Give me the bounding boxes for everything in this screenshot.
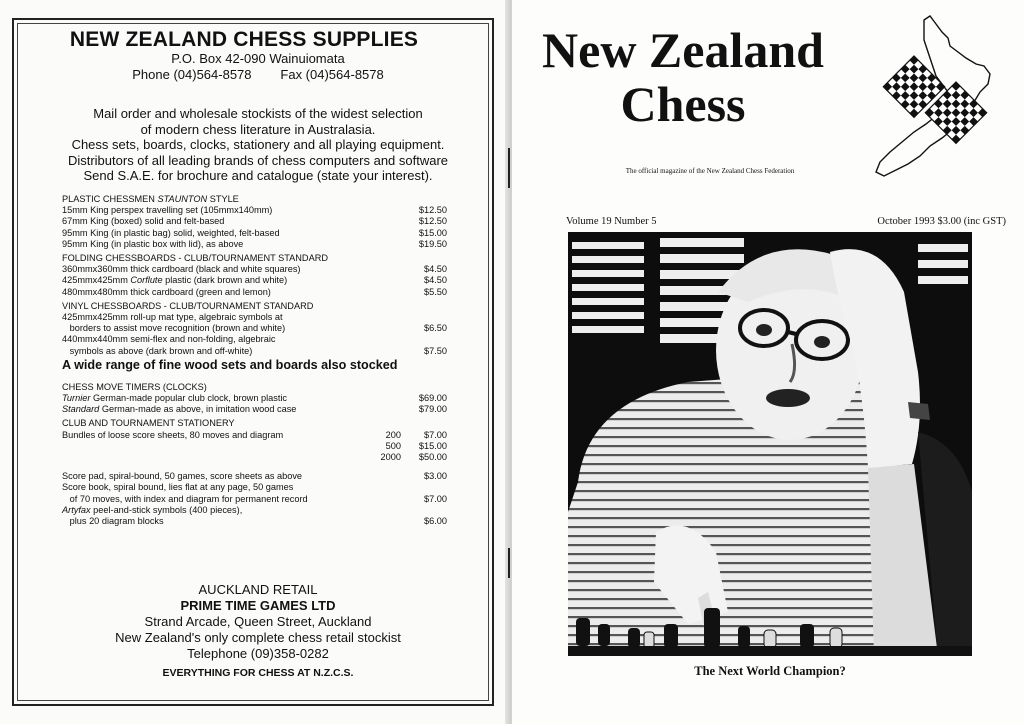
price-list-row	[62, 334, 447, 345]
price-list-row	[62, 452, 447, 463]
desc-part: VINYL CHESSBOARDS - CLUB/TOURNAMENT STANDARD	[62, 300, 314, 311]
price-list-row	[62, 301, 447, 312]
desc-part: German-made as above, in imitation wood case	[99, 404, 297, 415]
intro-line: Chess sets, boards, clocks, stationery and all playing equipment.	[71, 137, 445, 152]
item-price: $79.00	[418, 404, 447, 415]
phone-fax-line: Phone (04)564-8578 Fax (04)564-8578	[132, 67, 384, 82]
item-quantity: 2000	[380, 452, 401, 462]
item-quantity: 200	[385, 429, 401, 440]
item-description	[62, 312, 283, 322]
masthead-title: New Zealand	[542, 22, 824, 78]
advert-intro	[0, 106, 516, 184]
item-price: $50.00	[418, 452, 447, 462]
item-price: $3.00	[424, 471, 447, 482]
item-description	[62, 516, 164, 526]
item-price: $15.00	[418, 440, 447, 451]
desc-part: symbols as above (dark brown and off-white)	[62, 345, 253, 356]
price-list-row	[62, 404, 447, 415]
desc-part: CHESS MOVE TIMERS (CLOCKS)	[62, 381, 207, 392]
item-description	[62, 301, 313, 311]
item-price: $15.00	[418, 227, 447, 238]
item-description	[62, 264, 300, 274]
item-description	[62, 239, 243, 249]
desc-brand: Artyfax	[62, 504, 91, 515]
item-description	[62, 216, 224, 226]
price-list-row	[62, 228, 447, 239]
desc-brand: STAUNTON	[157, 194, 208, 204]
desc-brand: Corflute	[130, 275, 163, 286]
price-list-row	[62, 253, 447, 264]
item-price: $6.00	[424, 516, 447, 526]
masthead-subtitle: Chess	[620, 76, 746, 132]
item-description	[62, 382, 207, 392]
address-line: P.O. Box 42-090 Wainuiomata	[171, 51, 345, 66]
item-description	[62, 287, 271, 297]
desc-part: plastic (dark brown and white)	[162, 275, 288, 286]
retail-claim: New Zealand's only complete chess retail stockist	[115, 630, 401, 645]
item-description	[62, 471, 302, 481]
price-list-row	[62, 216, 447, 227]
desc-part: FOLDING CHESSBOARDS - CLUB/TOURNAMENT STANDARD	[62, 253, 328, 263]
advert-footer: EVERYTHING FOR CHESS AT N.Z.C.S.	[162, 667, 354, 679]
item-price: $19.50	[418, 238, 447, 249]
item-price: $6.50	[424, 323, 447, 334]
price-list-row	[62, 312, 447, 323]
item-description	[62, 323, 285, 333]
desc-part: 67mm King (boxed) solid and felt-based	[62, 216, 225, 227]
item-description	[62, 275, 287, 285]
desc-part: A wide range of fine wood sets and boards also stocked	[62, 357, 398, 372]
intro-line: Send S.A.E. for brochure and catalogue (state your interest).	[83, 168, 433, 183]
nz-map-chessboard-logo	[866, 12, 1014, 184]
gutter-mark	[508, 548, 510, 578]
price-list-row	[62, 418, 447, 429]
desc-part: 425mmx425mm	[62, 275, 131, 286]
retail-address: Strand Arcade, Queen Street, Auckland	[144, 614, 372, 629]
desc-part: STYLE	[207, 194, 239, 204]
volume-number: Volume 19 Number 5	[566, 216, 657, 227]
price-list-row	[62, 482, 447, 493]
cover-photo-chess-player	[568, 232, 972, 656]
item-description	[62, 393, 287, 403]
retail-phone: Telephone (09)358-0282	[187, 646, 329, 661]
desc-part: Score book, spiral bound, lies flat at any page, 50 games	[62, 482, 294, 493]
desc-part: Bundles of loose score sheets, 80 moves and diagram	[62, 429, 284, 440]
item-description	[62, 205, 272, 215]
item-price: $7.50	[424, 345, 447, 356]
advert-title: NEW ZEALAND CHESS SUPPLIES	[69, 28, 419, 51]
intro-line: of modern chess literature in Australasia.	[140, 121, 376, 137]
desc-part: 95mm King (in plastic bag) solid, weighted, felt-based	[62, 227, 280, 238]
price-list-row	[62, 287, 447, 298]
price-list-row	[62, 494, 447, 505]
item-price: $4.50	[424, 275, 447, 286]
price-list-row	[62, 346, 447, 357]
desc-part: 360mmx360mm thick cardboard (black and white squares)	[62, 264, 301, 275]
item-price: $69.00	[418, 393, 447, 403]
retail-details	[0, 614, 516, 662]
item-description	[62, 253, 328, 263]
item-description	[62, 358, 397, 372]
desc-part: 440mmx440mm semi-flex and non-folding, algebraic	[62, 334, 276, 345]
price-list-row	[62, 323, 447, 334]
price-list-row	[62, 239, 447, 250]
price-list-row	[62, 393, 447, 404]
item-quantity: 500	[385, 440, 401, 451]
item-price: $7.00	[424, 429, 447, 440]
desc-part: peel-and-stick symbols (400 pieces),	[90, 504, 243, 515]
price-list-row	[62, 205, 447, 216]
gutter-mark	[508, 148, 510, 188]
price-list-row	[62, 382, 447, 393]
item-price: $12.50	[418, 205, 447, 216]
desc-part: plus 20 diagram blocks	[62, 516, 164, 526]
item-price: $12.50	[418, 216, 447, 227]
item-description	[62, 228, 280, 238]
price-list-row	[62, 194, 447, 205]
item-description	[62, 482, 293, 492]
desc-part: 15mm King perspex travelling set (105mmx140mm)	[62, 205, 273, 216]
item-price: $7.00	[424, 493, 447, 504]
desc-part: 480mmx480mm thick cardboard (green and lemon)	[62, 286, 271, 297]
item-price: $5.50	[424, 286, 447, 297]
price-list-row	[62, 505, 447, 516]
cover-caption: The Next World Champion?	[694, 664, 846, 678]
advert-address	[0, 51, 516, 83]
item-description	[62, 430, 283, 440]
item-description	[62, 418, 235, 428]
retail-heading: AUCKLAND RETAIL	[198, 582, 318, 597]
item-description	[62, 334, 275, 344]
retail-company: PRIME TIME GAMES LTD	[180, 598, 336, 613]
item-price: $4.50	[424, 264, 447, 275]
desc-brand: Standard	[62, 404, 100, 415]
item-description	[62, 346, 252, 356]
intro-line: Mail order and wholesale stockists of the widest selection	[93, 106, 423, 121]
price-list-row	[62, 516, 447, 527]
item-description	[62, 494, 308, 504]
price-list-row	[62, 441, 447, 452]
desc-part: Score pad, spiral-bound, 50 games, score sheets as above	[62, 471, 303, 482]
item-description	[62, 404, 296, 414]
desc-part: of 70 moves, with index and diagram for permanent record	[62, 493, 308, 504]
price-list-row	[62, 430, 447, 441]
issue-date-price: October 1993 $3.00 (inc GST)	[877, 216, 1006, 227]
item-description	[62, 505, 242, 515]
price-list-row	[62, 471, 447, 482]
item-description	[62, 194, 239, 204]
desc-part: PLASTIC CHESSMEN	[62, 194, 158, 204]
desc-part: CLUB AND TOURNAMENT STATIONERY	[62, 418, 235, 429]
tagline: The official magazine of the New Zealand Chess Federation	[625, 167, 795, 175]
desc-part: 425mmx425mm roll-up mat type, algebraic symbols at	[62, 312, 283, 322]
desc-part: 95mm King (in plastic box with lid), as above	[62, 238, 244, 249]
price-list-highlight	[62, 357, 447, 372]
intro-line: Distributors of all leading brands of chess computers and software	[67, 152, 449, 168]
desc-part: borders to assist move recognition (brown and white)	[62, 323, 286, 334]
desc-brand: Turnier	[62, 393, 91, 403]
price-list-row	[62, 264, 447, 275]
desc-part: German-made popular club clock, brown plastic	[90, 393, 288, 403]
price-list-row	[62, 275, 447, 286]
